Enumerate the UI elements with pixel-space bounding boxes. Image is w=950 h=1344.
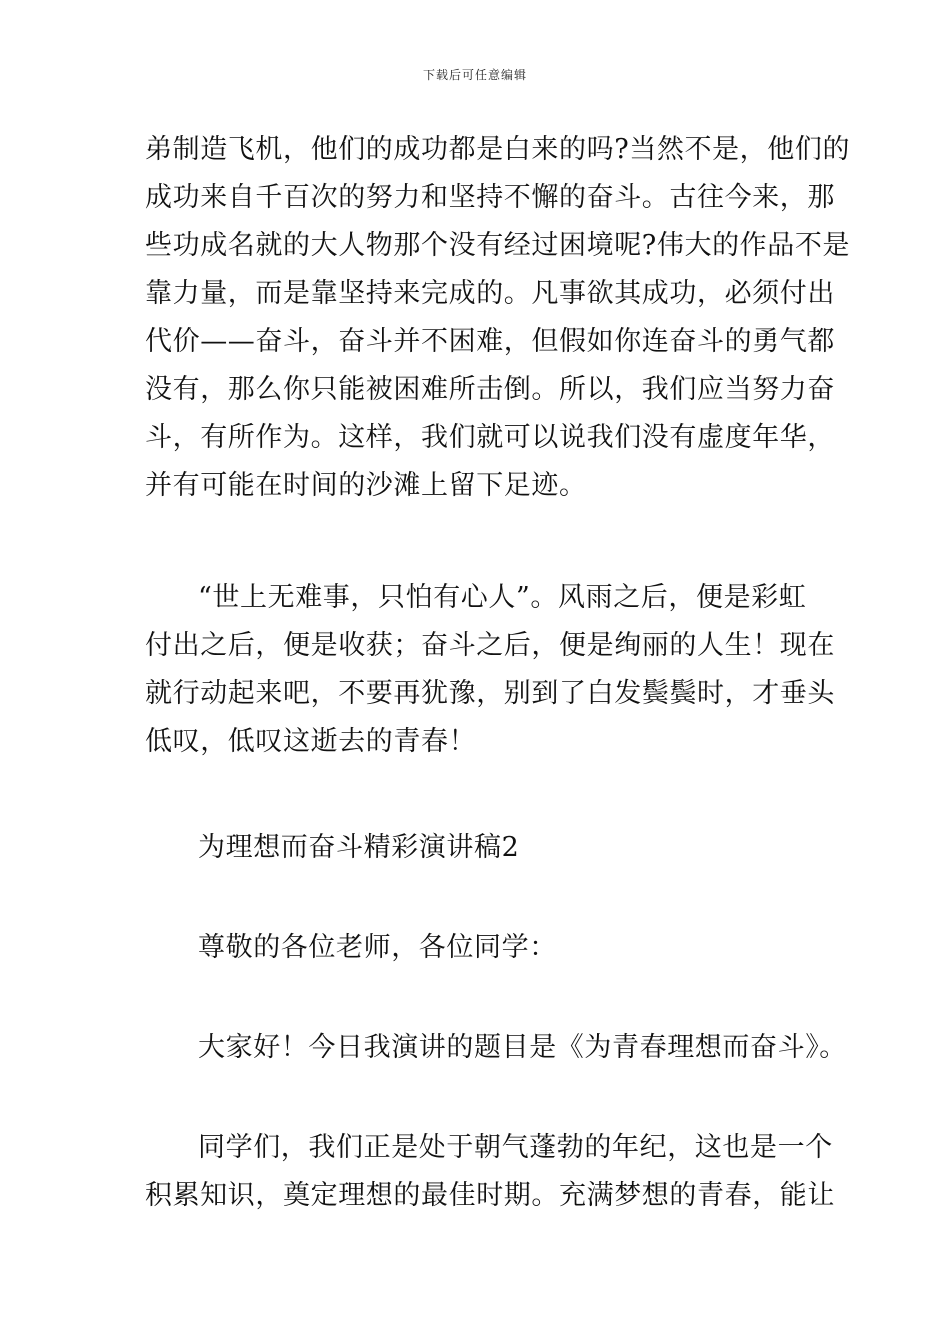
paragraph-3-line-1: 同学们，我们正是处于朝气蓬勃的年纪，这也是一个 — [198, 1132, 833, 1163]
greeting-line: 尊敬的各位老师，各位同学： — [198, 932, 557, 963]
paragraph-1-line-7: 斗，有所作为。这样，我们就可以说我们没有虚度年华， — [145, 422, 835, 453]
paragraph-2-line-3: 就行动起来吧，不要再犹豫，别到了白发鬓鬓时，才垂头 — [145, 678, 835, 709]
section-title: 为理想而奋斗精彩演讲稿2 — [198, 832, 520, 863]
paragraph-1-line-4: 靠力量，而是靠坚持来完成的。凡事欲其成功，必须付出 — [145, 278, 835, 309]
paragraph-2-line-4: 低叹，低叹这逝去的青春！ — [145, 726, 477, 757]
paragraph-1-line-1: 弟制造飞机，他们的成功都是白来的吗?当然不是，他们的 — [145, 134, 851, 165]
paragraph-2-line-2: 付出之后，便是收获；奋斗之后，便是绚丽的人生！现在 — [145, 630, 835, 661]
paragraph-1-line-5: 代价——奋斗，奋斗并不困难，但假如你连奋斗的勇气都 — [145, 326, 835, 357]
paragraph-2-line-1: “世上无难事，只怕有心人”。风雨之后，便是彩虹 — [198, 582, 807, 613]
paragraph-1-line-2: 成功来自千百次的努力和坚持不懈的奋斗。古往今来，那 — [145, 182, 835, 213]
intro-line: 大家好！今日我演讲的题目是《为青春理想而奋斗》。 — [198, 1032, 847, 1063]
paragraph-1-line-8: 并有可能在时间的沙滩上留下足迹。 — [145, 470, 587, 501]
paragraph-1-line-3: 些功成名就的大人物那个没有经过困境呢?伟大的作品不是 — [145, 230, 851, 261]
paragraph-3-line-2: 积累知识，奠定理想的最佳时期。充满梦想的青春，能让 — [145, 1180, 835, 1211]
paragraph-1-line-6: 没有，那么你只能被困难所击倒。所以，我们应当努力奋 — [145, 374, 835, 405]
page-header: 下载后可任意编辑 — [422, 68, 527, 82]
